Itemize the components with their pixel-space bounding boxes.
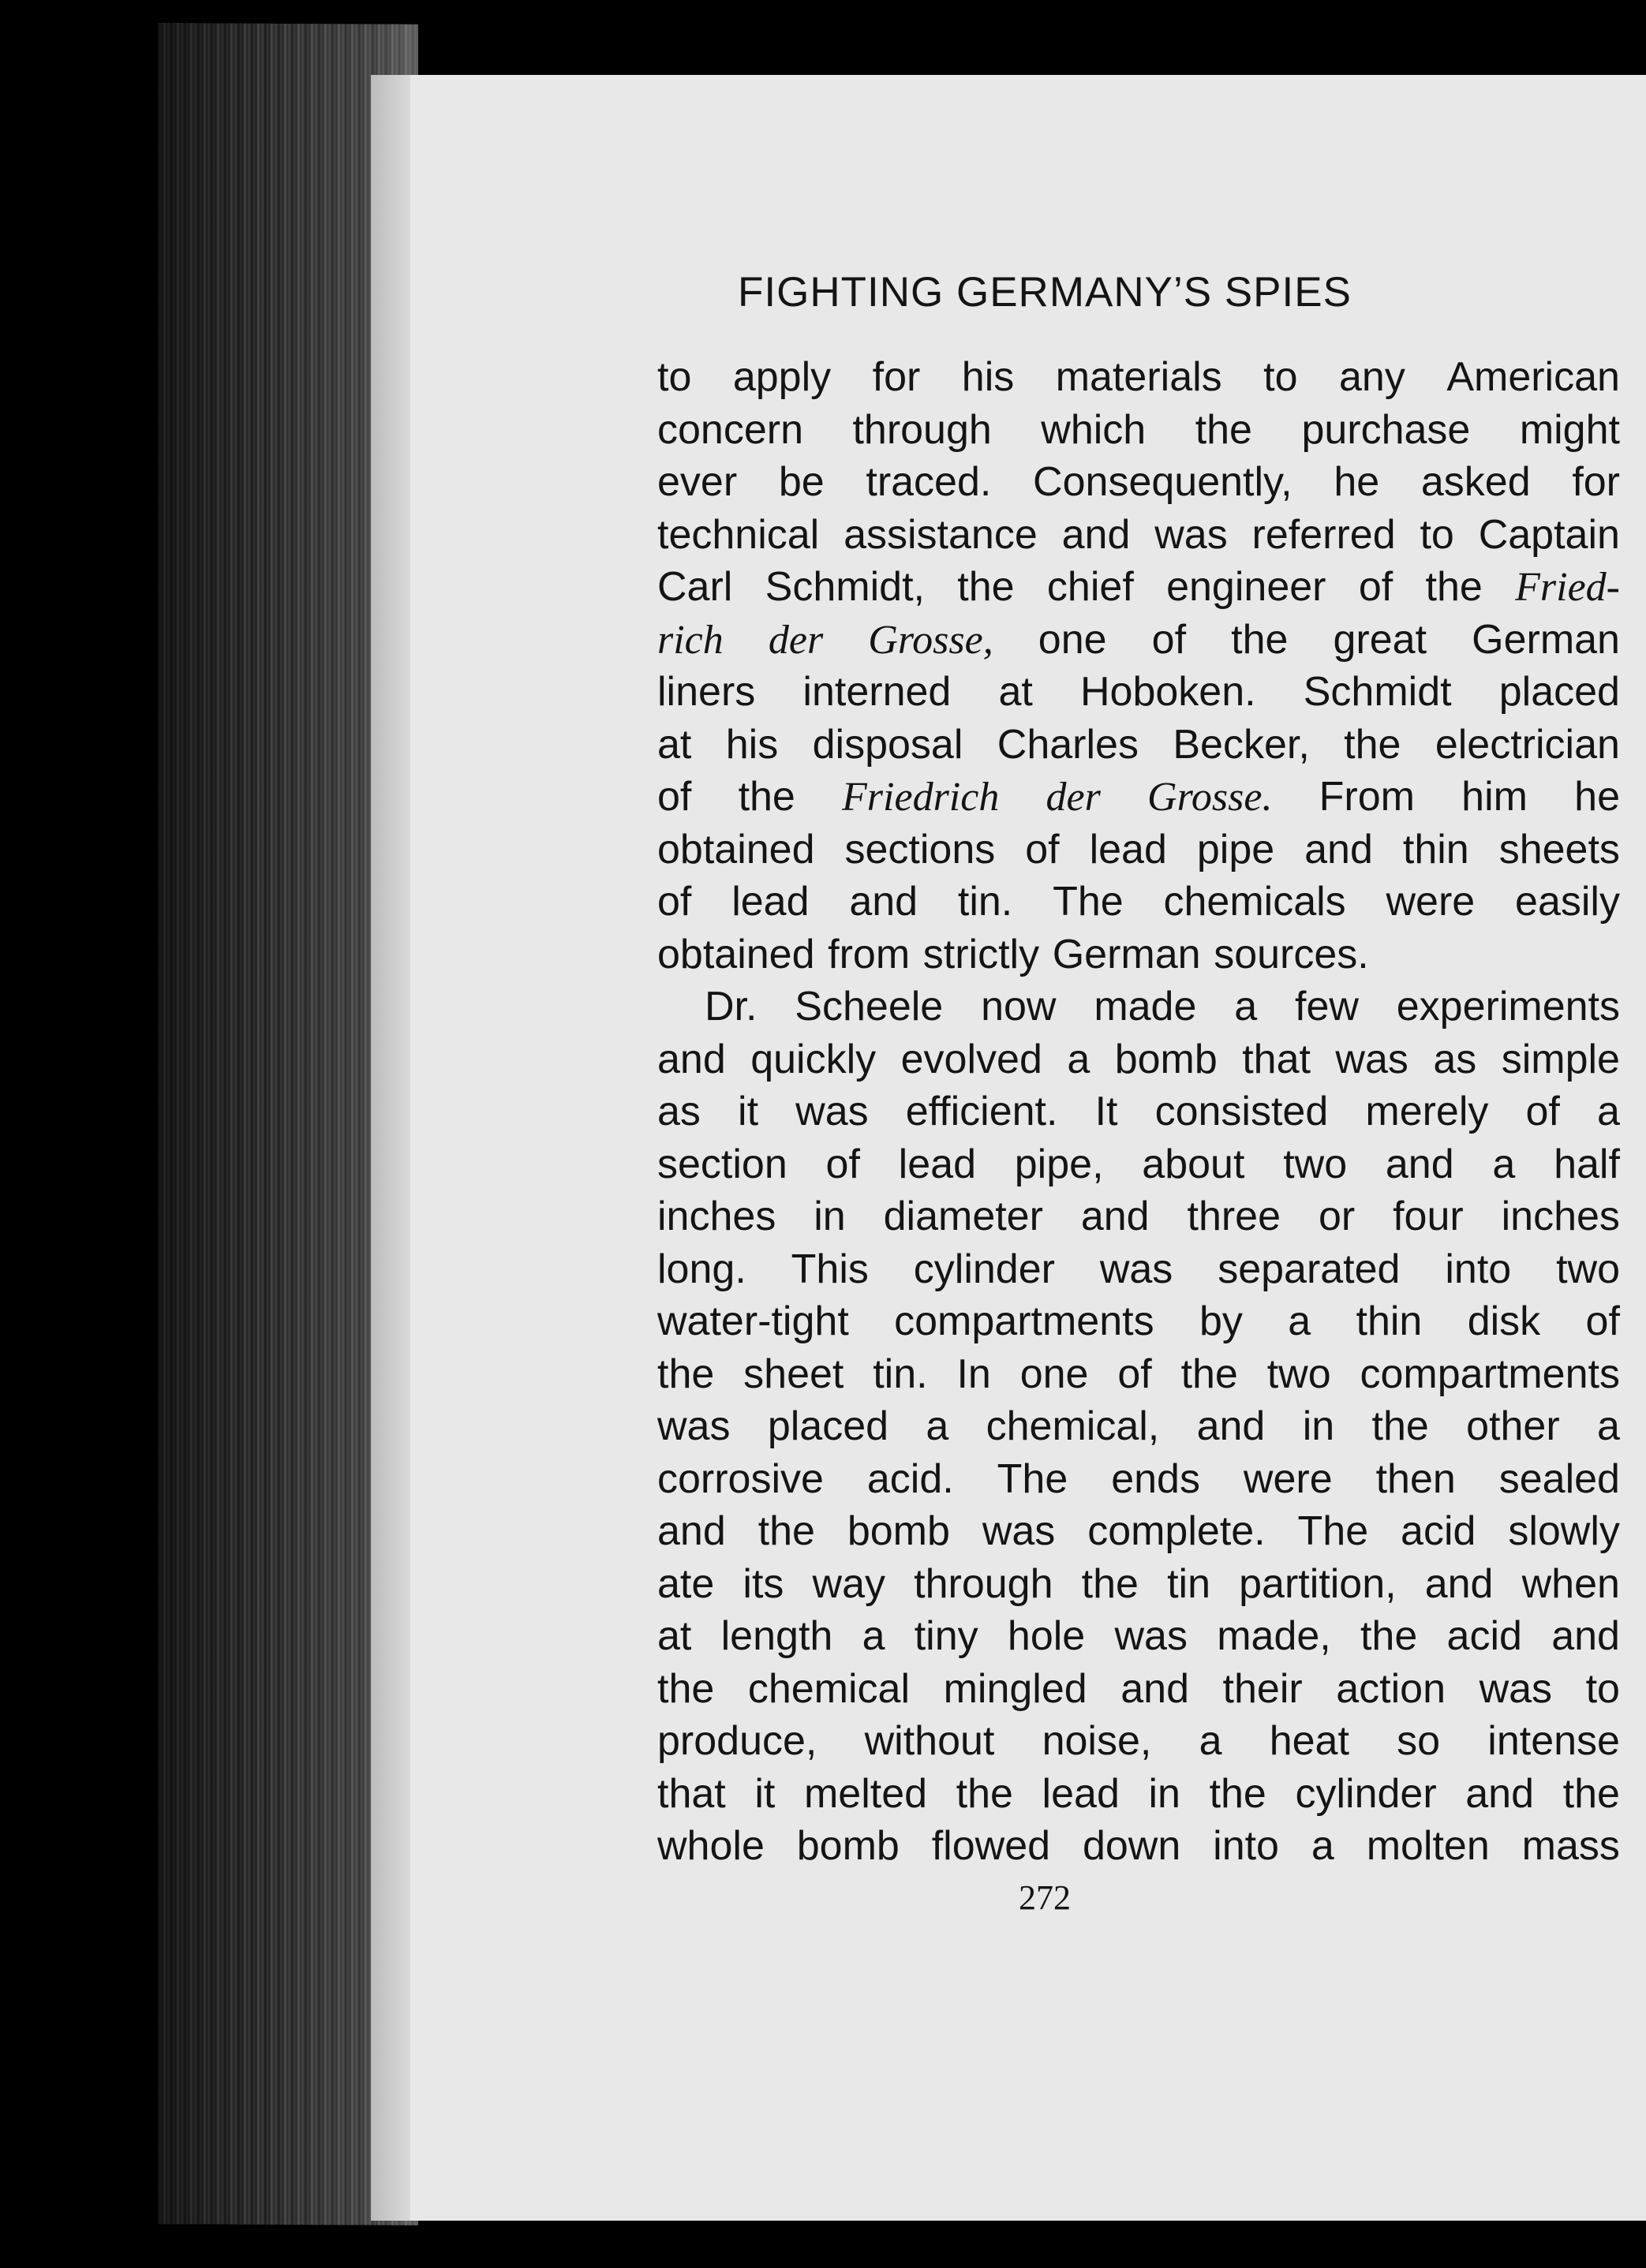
word: placed [767, 1403, 889, 1449]
word: other [1466, 1403, 1560, 1449]
text-line [657, 351, 1620, 404]
word: into [1213, 1823, 1279, 1869]
word: der [768, 617, 824, 663]
word: one [1038, 616, 1107, 663]
word: the [1425, 564, 1483, 610]
word: whole [657, 1823, 765, 1869]
word: the [1231, 616, 1289, 663]
word: placed [1498, 669, 1620, 715]
word: chemical [747, 1665, 911, 1712]
word: The [1297, 1508, 1369, 1554]
word: of [1525, 1089, 1560, 1134]
word: referred [1251, 511, 1396, 558]
text-line [657, 1348, 1620, 1401]
word: the [956, 1770, 1013, 1817]
word: was [1335, 1036, 1408, 1082]
word: pipe, [1014, 1141, 1104, 1187]
word: of [1025, 826, 1060, 872]
word: length [720, 1613, 833, 1659]
word: quickly [750, 1036, 877, 1082]
word: compartments [1360, 1351, 1620, 1397]
text-line [657, 981, 1620, 1033]
word: was [1154, 511, 1228, 558]
word: a [1288, 1298, 1311, 1344]
word: long. [657, 1246, 746, 1292]
word: ever [657, 459, 738, 505]
text-line [657, 1768, 1620, 1821]
word: to [1420, 511, 1454, 558]
text-line [657, 614, 1620, 667]
word: materials [1055, 354, 1222, 400]
word: Becker, [1173, 721, 1310, 768]
word: sealed [1498, 1455, 1620, 1502]
text-line [657, 824, 1620, 876]
word: a [1492, 1141, 1516, 1187]
word: at [998, 669, 1033, 715]
word: Grosse, [868, 617, 993, 663]
word: der [1046, 775, 1101, 820]
text-line [657, 771, 1620, 824]
word: inches [1501, 1194, 1620, 1239]
word: obtained [657, 826, 815, 872]
word: the [1360, 1613, 1418, 1659]
word: now [981, 984, 1057, 1029]
word: of [825, 1141, 860, 1187]
word: It [1094, 1089, 1118, 1134]
word: then [1375, 1455, 1456, 1502]
word: Consequently, [1033, 459, 1292, 505]
word: and [1385, 1141, 1454, 1187]
word: for [1572, 459, 1620, 505]
word: the [1344, 721, 1401, 768]
word: was [982, 1508, 1056, 1554]
word: one [1019, 1351, 1089, 1397]
word: hole [1007, 1613, 1086, 1659]
word: asked [1420, 459, 1531, 505]
word: chemicals [1163, 879, 1346, 925]
word: cylinder [1295, 1770, 1437, 1817]
word: lead [731, 879, 810, 925]
text-line [657, 1610, 1620, 1663]
word: slowly [1508, 1508, 1620, 1554]
word: so [1397, 1718, 1441, 1764]
word: might [1519, 406, 1620, 453]
text-line [657, 1663, 1620, 1716]
word: of [657, 879, 692, 925]
word: consisted [1154, 1089, 1329, 1134]
word: their [1222, 1665, 1303, 1712]
word: four [1393, 1194, 1464, 1239]
word: tin. [957, 879, 1013, 925]
word: through [914, 1560, 1053, 1607]
word: acid [1446, 1613, 1522, 1659]
word: which [1041, 406, 1147, 453]
word: in [1148, 1770, 1180, 1817]
word: Scheele [795, 984, 944, 1029]
word: bomb [1114, 1036, 1218, 1082]
word: evolved [900, 1036, 1042, 1082]
word: lead [898, 1141, 976, 1187]
word: acid. [866, 1455, 954, 1502]
text-line [657, 561, 1620, 614]
word: merely [1365, 1089, 1489, 1134]
word: inches [657, 1194, 776, 1239]
word: complete. [1087, 1508, 1266, 1554]
word: made [1094, 984, 1197, 1029]
word: tin [1167, 1560, 1210, 1607]
word: were [1386, 879, 1476, 925]
word: a [1199, 1718, 1222, 1764]
word: simple [1501, 1036, 1620, 1082]
word: Hoboken. [1079, 669, 1256, 715]
word: lead [1089, 826, 1167, 872]
word: Grosse. [1147, 775, 1273, 820]
word: efficient. [905, 1089, 1058, 1134]
word: easily [1515, 879, 1620, 925]
word: experiments [1396, 984, 1620, 1029]
word: disposal [812, 721, 963, 768]
text-line [657, 404, 1620, 457]
word: was [795, 1089, 869, 1134]
word: and [1551, 1613, 1620, 1659]
word: a [1596, 1403, 1620, 1449]
word: cylinder [913, 1246, 1055, 1292]
text-line [657, 1033, 1620, 1086]
word: as [657, 1089, 701, 1134]
word: ate [657, 1560, 715, 1607]
word: technical [657, 511, 820, 558]
word: sheet [743, 1351, 844, 1397]
word: molten [1366, 1823, 1490, 1869]
word: be [778, 459, 825, 505]
word: and [1120, 1665, 1189, 1712]
word: German [1472, 616, 1620, 663]
word: half [1554, 1141, 1620, 1187]
word: thin [1402, 826, 1469, 872]
word: the [1562, 1770, 1620, 1817]
word: engineer [1166, 564, 1326, 610]
word: chief [1046, 564, 1134, 610]
word: the [1195, 406, 1252, 453]
word: electrician [1435, 721, 1620, 768]
word: lead [1042, 1770, 1120, 1817]
word: separated [1218, 1246, 1401, 1292]
word: great [1333, 616, 1427, 663]
word: chemical, [986, 1403, 1160, 1449]
word: action [1336, 1665, 1446, 1712]
word: and [657, 1508, 726, 1554]
word: as [1433, 1036, 1477, 1082]
text-line [657, 928, 1620, 981]
text-line [657, 1190, 1620, 1243]
word: a [926, 1403, 949, 1449]
word: intense [1487, 1718, 1620, 1764]
text-line [657, 1820, 1620, 1873]
word: his [725, 721, 779, 768]
word: The [1053, 879, 1124, 925]
text-line [657, 1295, 1620, 1348]
word: Carl [657, 564, 733, 610]
word: the [1371, 1403, 1429, 1449]
word: his [961, 354, 1015, 400]
word: melted [803, 1770, 928, 1817]
word: Friedrich [842, 775, 1000, 820]
word: obtained [657, 931, 815, 977]
text-line [657, 876, 1620, 928]
word: of [1585, 1298, 1620, 1344]
word: two [1283, 1141, 1348, 1187]
word: diameter [883, 1194, 1043, 1239]
text-line [657, 719, 1620, 772]
word: and [1061, 511, 1131, 558]
word: apply [732, 354, 832, 400]
word: of [1358, 564, 1393, 610]
word: pipe [1196, 826, 1275, 872]
word: heat [1269, 1718, 1349, 1764]
word: the [957, 564, 1015, 610]
word: mass [1521, 1823, 1620, 1869]
word: way [812, 1560, 886, 1607]
text-line [657, 666, 1620, 719]
word: for [872, 354, 921, 400]
text-line [657, 1138, 1620, 1191]
body-text [657, 351, 1620, 1873]
word: a [1067, 1036, 1090, 1082]
word: American [1446, 354, 1620, 400]
word: at [657, 1613, 692, 1659]
word: was [657, 1403, 731, 1449]
word: of [1117, 1351, 1152, 1397]
word: and [849, 879, 918, 925]
word: of [1151, 616, 1187, 663]
word: down [1082, 1823, 1181, 1869]
text-line [657, 1243, 1620, 1296]
word: interned [802, 669, 952, 715]
word: and [1080, 1194, 1150, 1239]
word: The [997, 1455, 1068, 1502]
word: were [1243, 1455, 1333, 1502]
word: tin. [873, 1351, 928, 1397]
word: strictly [922, 931, 1040, 977]
word: disk [1467, 1298, 1541, 1344]
word: into [1445, 1246, 1512, 1292]
word: the [1209, 1770, 1266, 1817]
word: acid [1401, 1508, 1476, 1554]
word: water-tight [657, 1298, 849, 1344]
word: compartments [894, 1298, 1154, 1344]
word: at [657, 721, 692, 768]
text-line [657, 1400, 1620, 1453]
word: two [1266, 1351, 1331, 1397]
word: the [738, 774, 795, 820]
word: few [1295, 984, 1359, 1029]
word: the [1180, 1351, 1238, 1397]
word: without [864, 1718, 995, 1764]
word: when [1521, 1560, 1620, 1607]
word: Schmidt [1303, 669, 1452, 715]
word: and [1465, 1770, 1535, 1817]
word: was [1099, 1246, 1173, 1292]
word: sources. [1214, 931, 1369, 977]
word: bomb [847, 1508, 950, 1554]
word: that [657, 1770, 726, 1817]
word: him [1461, 774, 1528, 820]
word: partition, [1239, 1560, 1397, 1607]
word: the [657, 1351, 715, 1397]
word: Captain [1478, 511, 1620, 558]
word: through [852, 406, 992, 453]
word: section [657, 1141, 787, 1187]
word: and [1196, 1403, 1266, 1449]
word: This [791, 1246, 869, 1292]
text-line [657, 1453, 1620, 1506]
word: the [657, 1665, 715, 1712]
word: sheets [1498, 826, 1620, 872]
word: by [1199, 1298, 1243, 1344]
word: he [1334, 459, 1380, 505]
word: and [1304, 826, 1373, 872]
word: was [1479, 1665, 1553, 1712]
word: the [758, 1508, 815, 1554]
word: sections [844, 826, 996, 872]
word: thin [1356, 1298, 1423, 1344]
word: it [738, 1089, 759, 1134]
word: bomb [796, 1823, 900, 1869]
word: its [743, 1560, 784, 1607]
word: he [1574, 774, 1620, 820]
running-head: FIGHTING GERMANY’S SPIES [738, 269, 1352, 316]
word: a [1234, 984, 1258, 1029]
word: mingled [943, 1665, 1087, 1712]
word: of [657, 774, 692, 820]
word: Schmidt, [765, 564, 925, 610]
book-page [410, 75, 1646, 2221]
word: Charles [997, 721, 1139, 768]
word: a [862, 1613, 885, 1659]
word: was [1114, 1613, 1188, 1659]
text-line [657, 456, 1620, 509]
word: corrosive [657, 1455, 824, 1502]
word: rich [657, 617, 724, 663]
word: in [1302, 1403, 1335, 1449]
word: flowed [931, 1823, 1051, 1869]
page-number: 272 [1019, 1878, 1071, 1917]
word: two [1556, 1246, 1620, 1292]
word: made, [1217, 1613, 1331, 1659]
word: the [1081, 1560, 1139, 1607]
text-line [657, 1505, 1620, 1558]
word: about [1142, 1141, 1245, 1187]
word: it [754, 1770, 776, 1817]
word: Fried- [1515, 565, 1620, 610]
word: to [1585, 1665, 1620, 1712]
word: from [828, 931, 911, 977]
text-line [657, 1085, 1620, 1138]
word: concern [657, 406, 803, 453]
word: a [1597, 1089, 1620, 1134]
word: a [1311, 1823, 1334, 1869]
word: to [657, 354, 692, 400]
word: and [657, 1036, 726, 1082]
word: German [1052, 931, 1201, 977]
word: and [1424, 1560, 1494, 1607]
word: purchase [1301, 406, 1471, 453]
word: In [956, 1351, 991, 1397]
word: ends [1111, 1455, 1200, 1502]
word: or [1318, 1194, 1356, 1239]
word: tiny [914, 1613, 978, 1659]
word: liners [657, 669, 756, 715]
word: in [814, 1194, 846, 1239]
word: that [1242, 1036, 1311, 1082]
word: assistance [844, 511, 1038, 558]
word: produce, [657, 1718, 817, 1764]
word: From [1319, 774, 1415, 820]
text-line [657, 1558, 1620, 1611]
word: Dr. [705, 984, 758, 1029]
word: noise, [1042, 1718, 1152, 1764]
word: three [1187, 1194, 1281, 1239]
word: to [1263, 354, 1298, 400]
word: any [1339, 354, 1405, 400]
word: traced. [866, 459, 992, 505]
text-line [657, 509, 1620, 562]
text-line [657, 1715, 1620, 1768]
